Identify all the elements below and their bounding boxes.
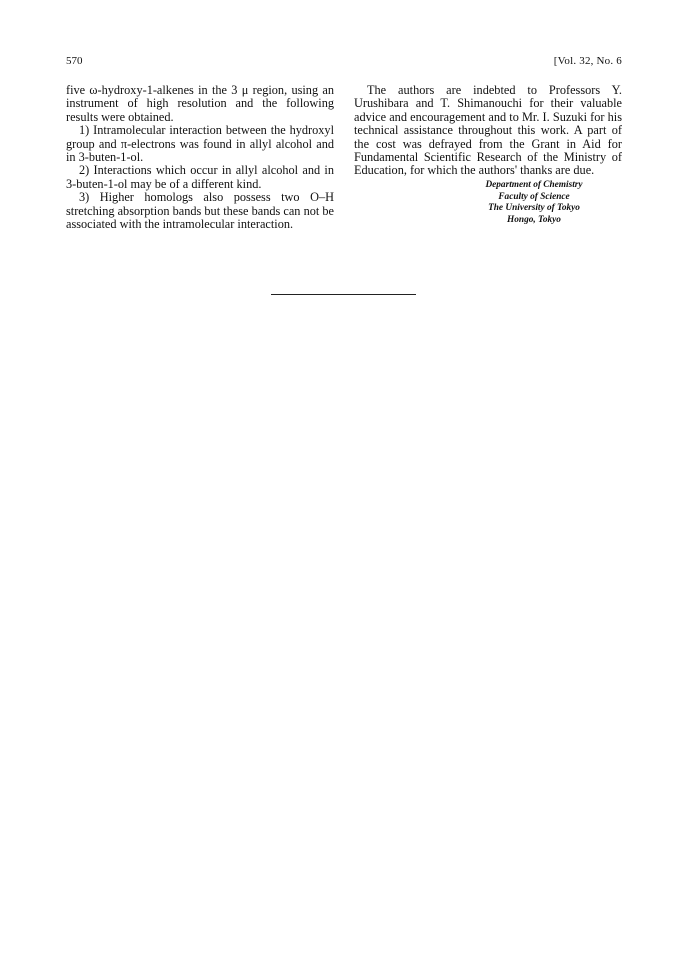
author-affiliation — [354, 180, 622, 227]
affiliation-department: Department of Chemistry — [485, 179, 583, 190]
affiliation-faculty: Faculty of Science — [498, 191, 570, 202]
journal-volume-reference: [Vol. 32, No. 6 — [553, 55, 622, 67]
affiliation-location: Hongo, Tokyo — [507, 215, 561, 226]
result-item-2: 2) Interactions which occur in allyl alcohol and in 3-buten-1-ol may be of a different kind. — [66, 163, 334, 191]
affiliation-university: The University of Tokyo — [488, 203, 580, 214]
end-of-article-rule — [271, 294, 416, 295]
right-column — [354, 84, 622, 227]
acknowledgement-paragraph: The authors are indebted to Professors Y. Urushibara and T. Shimanouchi for their valuable advice and encouragement and to Mr. I. Suzuki for his technical assistance throughout this work. A part of the cost was defrayed from the Grant in Aid for Fundamental Scientific Research of the Ministry of Education, for which the authors' thanks are due. — [354, 83, 622, 178]
left-column — [66, 84, 334, 231]
page-header — [66, 55, 622, 69]
intro-paragraph: five ω-hydroxy-1-alkenes in the 3 μ region, using an instrument of high resolution and the following results were obtained. — [66, 83, 334, 124]
page-number: 570 — [66, 55, 83, 67]
result-item-1: 1) Intramolecular interaction between the hydroxyl group and π-electrons was found in allyl alcohol and in 3-buten-1-ol. — [66, 123, 334, 165]
result-item-3: 3) Higher homologs also possess two O–H stretching absorption bands but these bands can not be associated with the intramolecular interaction. — [66, 190, 334, 232]
